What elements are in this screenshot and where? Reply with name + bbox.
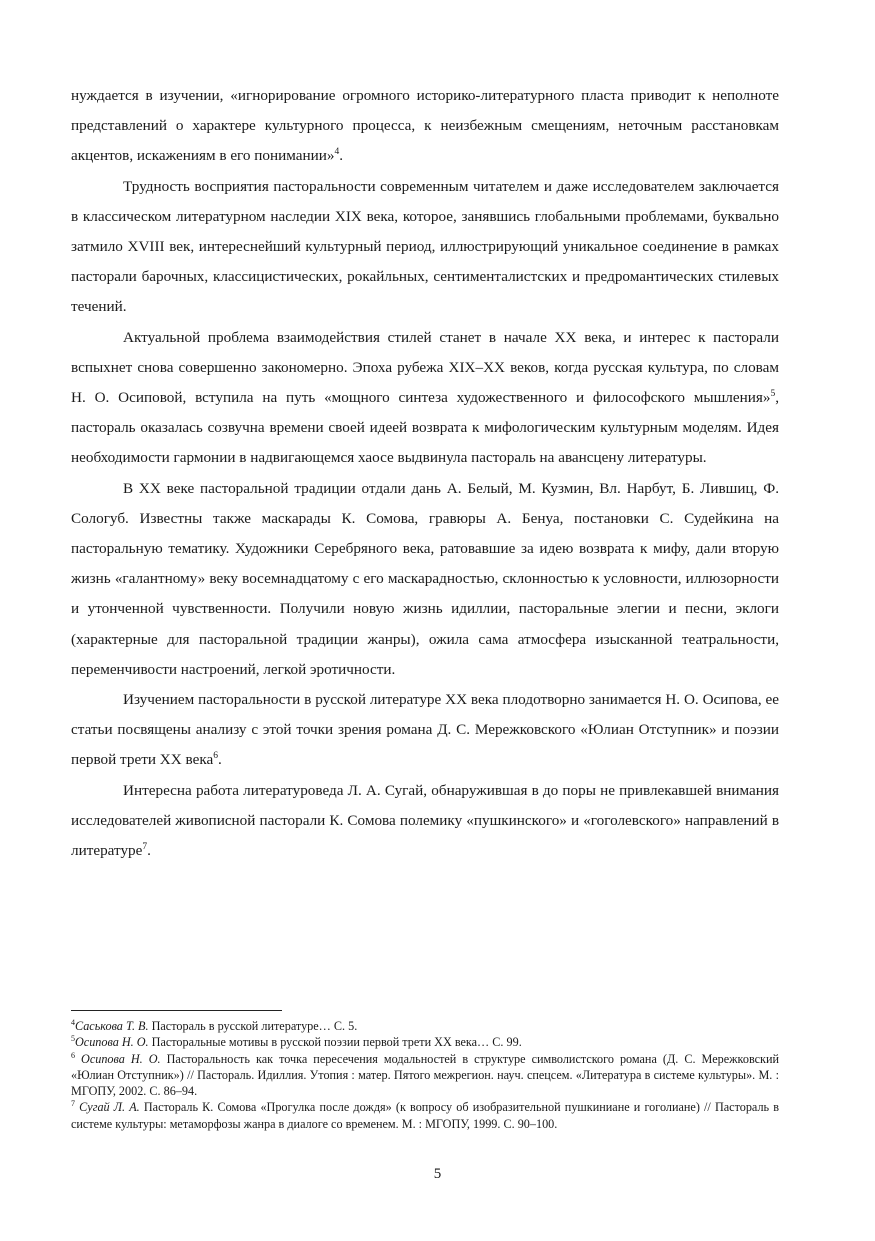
paragraph-4: В XX веке пасторальной традиции отдали дань А. Белый, М. Кузмин, Вл. Нарбут, Б. Лившиц, Ф. Сологуб. Известны также маскарады К. Сомова, гравюры А. Бенуа, постановки С. Судейкина на пасторальную тематику. Художники Серебряного века, ратовавшие за идею возврата к мифу, дали вторую жизнь «галантному» веку восемнадцатому с его маскарадностью, склонностью к условности, иллюзорности и утонченной чувственности. Получили новую жизнь идиллии, пасторальные элегии и песни, эклоги (характерные для пасторальной традиции жанры), ожила сама атмосфера изысканной театральности, переменчивости настроений, легкой эротичности. <box>71 479 779 678</box>
footnote-number: 5 <box>71 1034 75 1044</box>
page-number: 5 <box>433 1166 442 1182</box>
footnote-4 <box>71 1018 779 1034</box>
footnote-5 <box>71 1034 779 1050</box>
footnote-author: Сугай Л. А. <box>79 1100 140 1115</box>
footnote-author: Саськова Т. В. <box>75 1019 149 1033</box>
paragraph-6-end: . <box>147 842 151 860</box>
paragraph-6-text: Интересна работа литературоведа Л. А. Сугай, обнаружившая в до поры не привлекавшей внимания исследователей живописной пасторали К. Сомова полемику «пушкинского» и «гоголевского» направлений в литературе <box>71 781 779 860</box>
footnotes <box>71 1018 779 1132</box>
paragraph-3 <box>71 323 779 474</box>
paragraph-3-text-b: , пастораль оказалась созвучна времени своей идеей возврата к мифологическим культурным моделям. Идея необходимости гармонии в надвигающемся хаосе выдвинула пастораль на авансцену литературы. <box>71 389 779 467</box>
footnote-author: Осипова Н. О. <box>75 1035 149 1050</box>
paragraph-5-end: . <box>217 751 222 769</box>
footnote-number: 4 <box>71 1018 75 1027</box>
footnote-number: 6 <box>71 1050 75 1060</box>
footnote-text: Пастораль в русской литературе… С. 5. <box>148 1019 358 1033</box>
footnote-ref-6[interactable]: 6 <box>213 751 218 762</box>
paragraph-5 <box>71 685 779 776</box>
paragraph-1-text: нуждается в изучении, «игнорирование огромного историко-литературного пласта приводит к неполноте представлений о характере культурного процесса, к неизбежным смещениям, неточным расстановкам акцентов, искажениям в его понимании» <box>71 87 779 165</box>
paragraph-1-end: . <box>339 147 344 165</box>
paragraph-1 <box>71 81 779 172</box>
footnote-separator <box>71 1010 282 1011</box>
footnote-6 <box>71 1051 779 1100</box>
footnote-text: Пастораль К. Сомова «Прогулка после дождя» (к вопросу об изобразительной пушкиниане и гоголиане) // Пастораль в системе культуры: метаморфозы жанра в диалоге со временем. М. : МГОПУ, 1999. С. 90–100. <box>71 1100 779 1131</box>
footnote-text: Пасторальность как точка пересечения модальностей в структуре символистского романа (Д. С. Мережковский «Юлиан Отступник») // Пастораль. Идиллия. Утопия : матер. Пятого межрегион. науч. спецсем. «Литература в системе культуры». М. : МГОПУ, 2002. С. 86–94. <box>71 1051 779 1099</box>
footnote-ref-5[interactable]: 5 <box>770 389 776 400</box>
footnote-7 <box>71 1099 779 1132</box>
footnote-ref-7[interactable]: 7 <box>142 842 148 853</box>
paragraph-3-text-a: Актуальной проблема взаимодействия стилей станет в начале XX века, и интерес к пасторали вспыхнет снова совершенно закономерно. Эпоха рубежа XIX–XX веков, когда русская культура, по словам Н. О. Осиповой, вступила на путь «мощного синтеза художественного и философского мышления» <box>71 328 779 407</box>
footnote-text: Пасторальные мотивы в русской поэзии первой трети XX века… С. 99. <box>148 1035 522 1050</box>
main-text <box>71 81 779 866</box>
footnote-number: 7 <box>71 1099 75 1109</box>
footnote-author: Осипова Н. О. <box>81 1051 161 1066</box>
footnote-ref-4[interactable]: 4 <box>334 147 340 158</box>
paragraph-6 <box>71 776 779 867</box>
paragraph-5-text: Изучением пасторальности в русской литературе XX века плодотворно занимается Н. О. Осипова, ее статьи посвящены анализу с этой точки зрения романа Д. С. Мережковского «Юлиан Отступник» и поэзии первой трети XX века <box>71 691 779 769</box>
paragraph-2: Трудность восприятия пасторальности современным читателем и даже исследователем заключается в классическом литературном наследии XIX века, которое, занявшись глобальными проблемами, буквально затмило XVIII век, интереснейший культурный период, иллюстрирующий уникальное соединение в рамках пасторали барочных, классицистических, рокайльных, сентименталистских и предромантических стилевых течений. <box>71 177 779 316</box>
